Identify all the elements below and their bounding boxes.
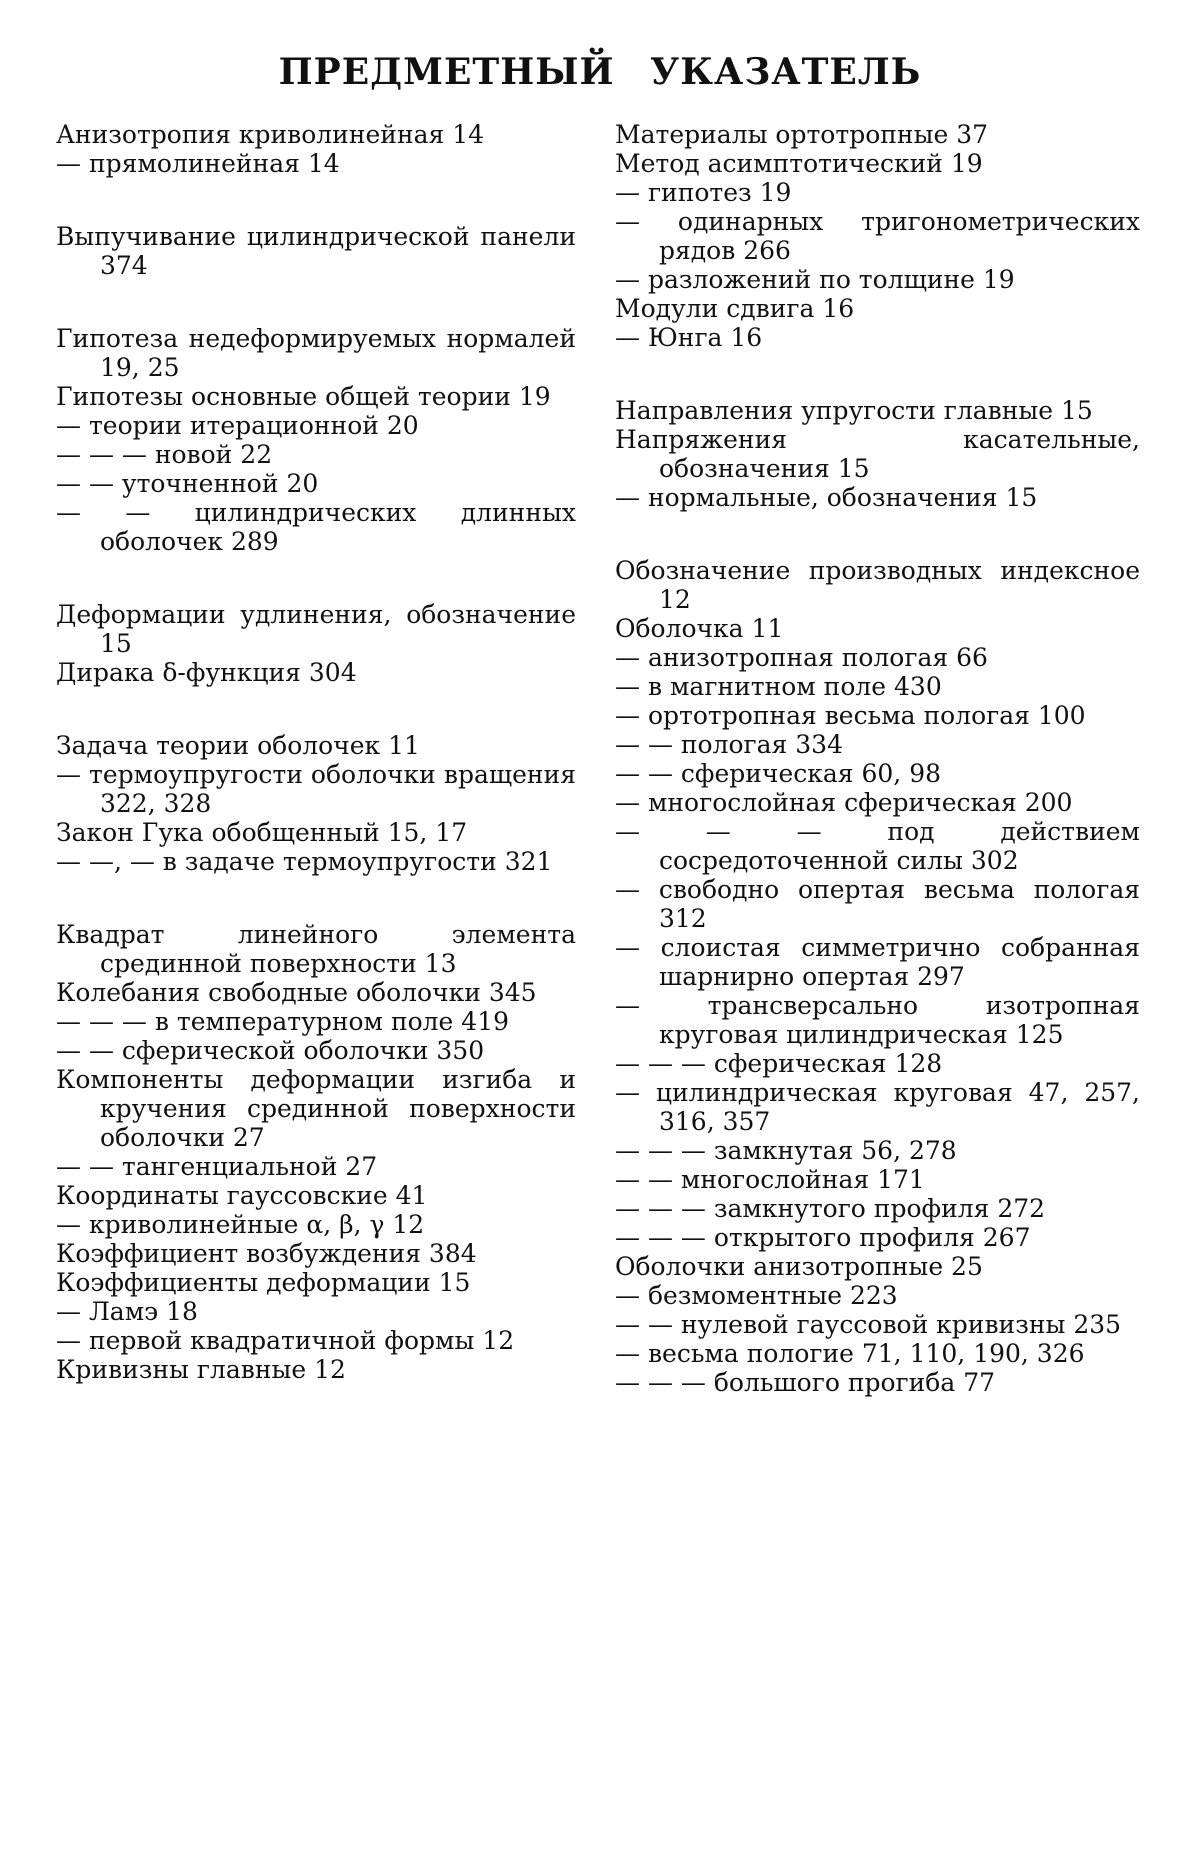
index-entry: — прямолинейная 14	[56, 149, 340, 178]
letter-group-gap	[56, 178, 576, 222]
index-entry: — — цилиндрических длинных оболочек 289	[56, 498, 576, 556]
index-entry: Деформации удлинения, обозначение 15	[56, 600, 576, 658]
index-entry: — криволинейные α, β, γ 12	[56, 1210, 425, 1239]
index-entry: — — — замкнутого профиля 272	[615, 1194, 1046, 1223]
index-entry: — —, — в задаче термоупругости 321	[56, 847, 553, 876]
letter-group-gap	[56, 687, 576, 731]
letter-group	[615, 556, 1140, 1397]
letter-group	[615, 396, 1140, 512]
index-entry: Метод асимптотический 19	[615, 149, 983, 178]
index-entry: Направления упругости главные 15	[615, 396, 1093, 425]
index-entry: — трансверсально изотропная круговая цилиндрическая 125	[615, 991, 1140, 1049]
index-entry: Колебания свободные оболочки 345	[56, 978, 537, 1007]
letter-group-gap	[56, 876, 576, 920]
index-entry: Коэффициенты деформации 15	[56, 1268, 471, 1297]
index-entry: Закон Гука обобщенный 15, 17	[56, 818, 468, 847]
index-entry: Материалы ортотропные 37	[615, 120, 989, 149]
index-entry: Напряжения касательные, обозначения 15	[615, 425, 1140, 483]
index-entry: — — тангенциальной 27	[56, 1152, 378, 1181]
letter-group-gap	[615, 352, 1140, 396]
index-entry: — многослойная сферическая 200	[615, 788, 1073, 817]
index-entry: — безмоментные 223	[615, 1281, 898, 1310]
index-entry: — — уточненной 20	[56, 469, 319, 498]
index-entry: — теории итерационной 20	[56, 411, 419, 440]
index-column-left	[56, 120, 576, 1384]
letter-group	[56, 222, 576, 280]
index-entry: — — — замкнутая 56, 278	[615, 1136, 957, 1165]
index-entry: — нормальные, обозначения 15	[615, 483, 1038, 512]
index-entry: Кривизны главные 12	[56, 1355, 346, 1384]
index-entry: — — — в температурном поле 419	[56, 1007, 510, 1036]
index-entry: Дирака δ-функция 304	[56, 658, 357, 687]
letter-group-gap	[56, 280, 576, 324]
index-entry: — — — сферическая 128	[615, 1049, 943, 1078]
index-entry: Координаты гауссовские 41	[56, 1181, 428, 1210]
index-entry: — одинарных тригонометрических рядов 266	[615, 207, 1140, 265]
index-entry: Квадрат линейного элемента срединной поверхности 13	[56, 920, 576, 978]
index-entry: — в магнитном поле 430	[615, 672, 942, 701]
index-entry: Задача теории оболочек 11	[56, 731, 420, 760]
index-entry: — — — большого прогиба 77	[615, 1368, 996, 1397]
index-entry: — — сферической оболочки 350	[56, 1036, 485, 1065]
index-entry: — — — под действием сосредоточенной силы 302	[615, 817, 1140, 875]
index-entry: Оболочки анизотропные 25	[615, 1252, 983, 1281]
index-entry: — слоистая симметрично собранная шарнирно опертая 297	[615, 933, 1140, 991]
index-entry: — — многослойная 171	[615, 1165, 925, 1194]
index-entry: — — нулевой гауссовой кривизны 235	[615, 1310, 1122, 1339]
index-entry: — — — новой 22	[56, 440, 273, 469]
index-entry: — термоупругости оболочки вращения 322, 328	[56, 760, 576, 818]
letter-group	[56, 120, 576, 178]
index-entry: — — пологая 334	[615, 730, 843, 759]
index-entry: Компоненты деформации изгиба и кручения срединной поверхности оболочки 27	[56, 1065, 576, 1152]
index-entry: Гипотеза недеформируемых нормалей 19, 25	[56, 324, 576, 382]
index-entry: — свободно опертая весьма пологая 312	[615, 875, 1140, 933]
index-entry: — цилиндрическая круговая 47, 257, 316, 357	[615, 1078, 1140, 1136]
index-entry: — первой квадратичной формы 12	[56, 1326, 515, 1355]
index-entry: — — — открытого профиля 267	[615, 1223, 1031, 1252]
index-entry: — — сферическая 60, 98	[615, 759, 942, 788]
index-entry: — анизотропная пологая 66	[615, 643, 988, 672]
index-entry: — ортотропная весьма пологая 100	[615, 701, 1086, 730]
index-entry: — весьма пологие 71, 110, 190, 326	[615, 1339, 1085, 1368]
index-entry: — разложений по толщине 19	[615, 265, 1015, 294]
letter-group	[56, 731, 576, 876]
index-entry: Коэффициент возбуждения 384	[56, 1239, 477, 1268]
index-entry: Оболочка 11	[615, 614, 784, 643]
letter-group	[615, 120, 1140, 352]
index-entry: Выпучивание цилиндрической панели 374	[56, 222, 576, 280]
index-entry: — Ламэ 18	[56, 1297, 198, 1326]
index-entry: Анизотропия криволинейная 14	[56, 120, 485, 149]
index-entry: — Юнга 16	[615, 323, 763, 352]
index-entry: — гипотез 19	[615, 178, 792, 207]
letter-group	[56, 324, 576, 556]
letter-group-gap	[56, 556, 576, 600]
index-entry: Модули сдвига 16	[615, 294, 855, 323]
letter-group	[56, 920, 576, 1384]
index-column-right	[615, 120, 1140, 1397]
index-entry: Обозначение производных индексное 12	[615, 556, 1140, 614]
index-entry: Гипотезы основные общей теории 19	[56, 382, 551, 411]
page-title: ПРЕДМЕТНЫЙ УКАЗАТЕЛЬ	[278, 51, 922, 93]
letter-group-gap	[615, 512, 1140, 556]
letter-group	[56, 600, 576, 687]
